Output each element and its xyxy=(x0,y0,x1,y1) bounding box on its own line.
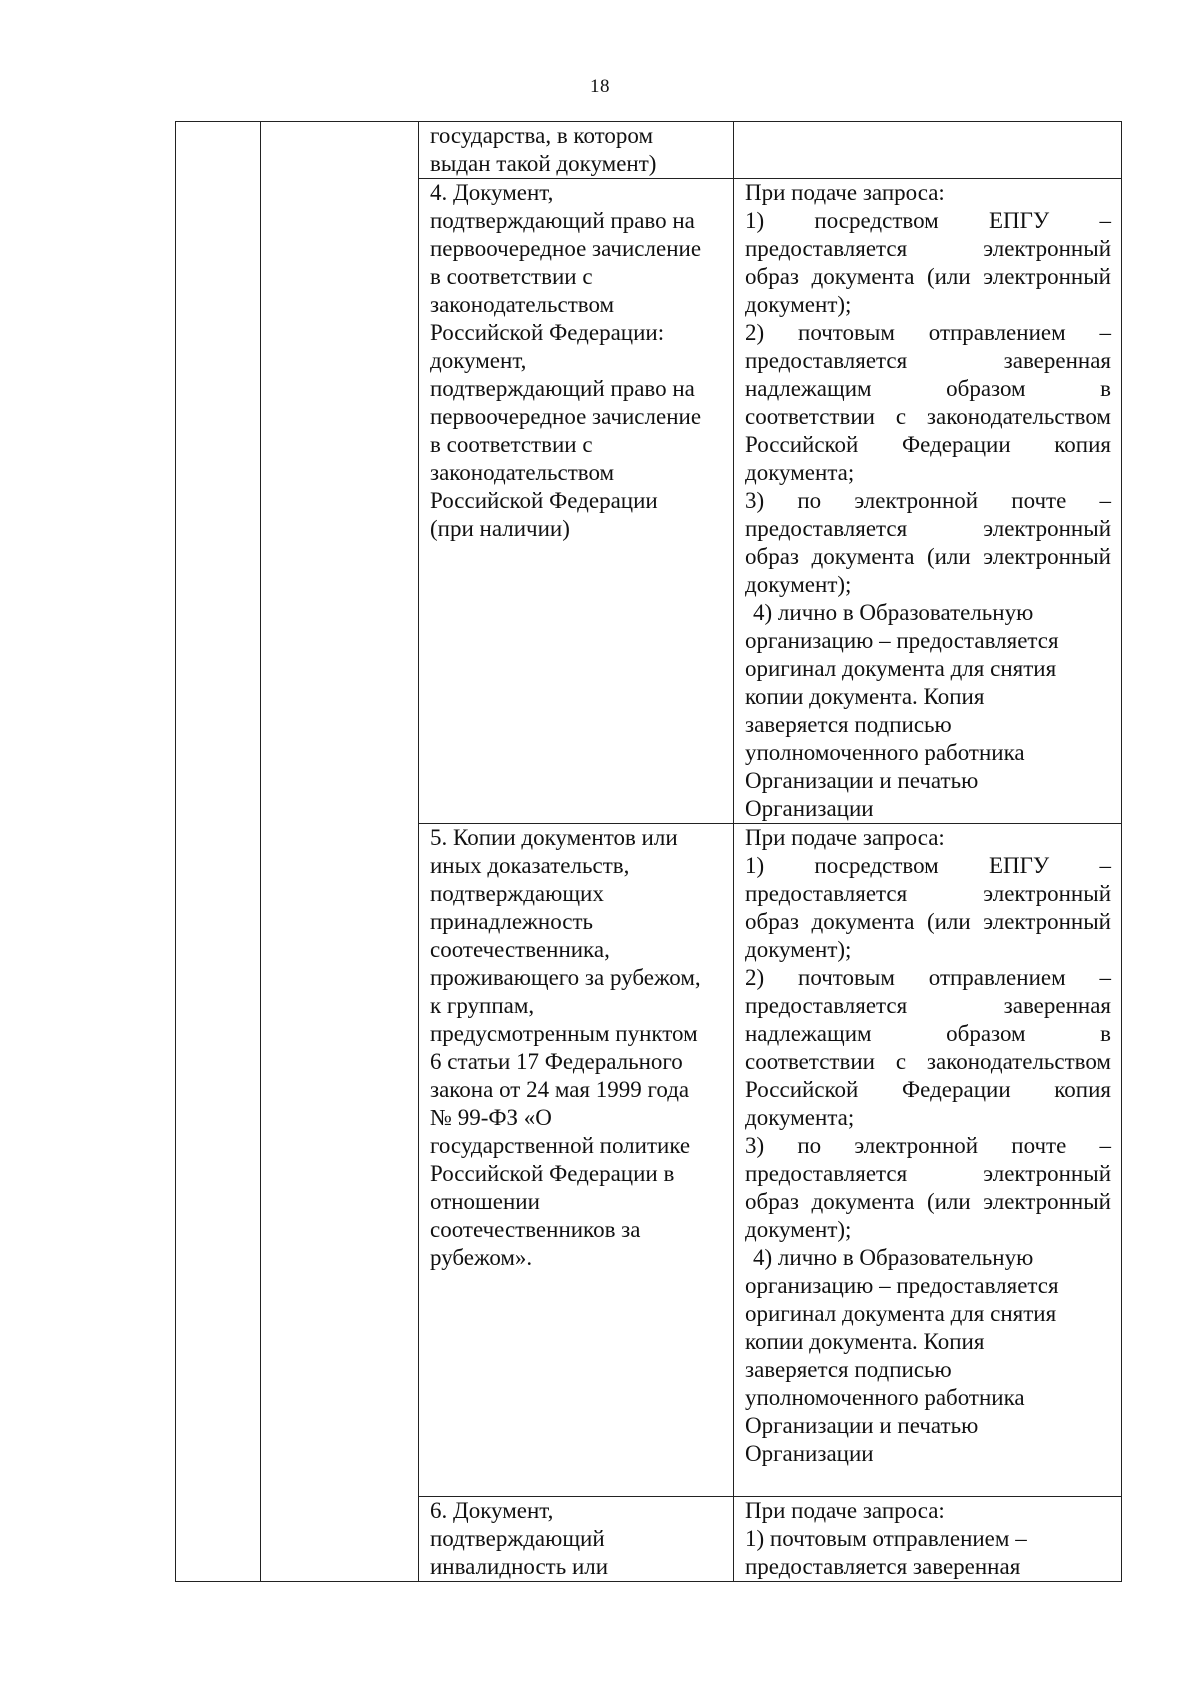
submission-method-line: 1) посредством ЕПГУ – xyxy=(745,208,1111,233)
document-name-line: № 99-ФЗ «О xyxy=(430,1105,552,1130)
submission-method-cell xyxy=(734,179,1122,824)
document-name-line: Российской Федерации в xyxy=(430,1161,675,1186)
document-name-line: подтверждающий право на xyxy=(430,208,695,233)
document-name-line: первоочередное зачисление xyxy=(430,236,702,261)
submission-method-cell xyxy=(734,1497,1122,1582)
document-name-line: проживающего за рубежом, xyxy=(430,965,701,990)
submission-method-line: документ); xyxy=(745,572,852,597)
submission-method-line: надлежащим образом в xyxy=(745,376,1111,401)
document-name-line: выдан такой документ) xyxy=(430,151,657,176)
document-name-line: предусмотренным пунктом xyxy=(430,1021,698,1046)
submission-method-line: При подаче запроса: xyxy=(745,180,945,205)
document-name-line: (при наличии) xyxy=(430,516,570,541)
cell-spacer xyxy=(745,1468,1111,1496)
document-name-line: государственной политике xyxy=(430,1133,691,1158)
document-name-cell xyxy=(419,179,734,824)
document-name-line: подтверждающий xyxy=(430,1526,605,1551)
document-name-line: инвалидность или xyxy=(430,1554,609,1579)
document-name-line: первоочередное зачисление xyxy=(430,404,702,429)
document-name-line: отношении xyxy=(430,1189,540,1214)
document-name-line: соотечественника, xyxy=(430,937,610,962)
submission-method-line: Организации xyxy=(745,1441,874,1466)
document-name-line: подтверждающий право на xyxy=(430,376,695,401)
document-name-cell xyxy=(419,824,734,1497)
submission-method-cell xyxy=(734,824,1122,1497)
submission-method-line: 4) лично в Образовательную xyxy=(753,1245,1034,1270)
submission-method-line: образ документа (или электронный xyxy=(745,544,1111,569)
submission-method-line: 2) почтовым отправлением – xyxy=(745,320,1111,345)
submission-method-line: заверяется подписью xyxy=(745,712,952,737)
submission-method-line: уполномоченного работника xyxy=(745,740,1025,765)
submission-method-line: образ документа (или электронный xyxy=(745,909,1111,934)
submission-method-line: Организации xyxy=(745,796,874,821)
submission-method-line: предоставляется электронный xyxy=(745,516,1111,541)
second-column-cell xyxy=(261,122,419,1582)
submission-method-line: образ документа (или электронный xyxy=(745,264,1111,289)
document-name-line: законодательством xyxy=(430,460,615,485)
submission-method-line: 1) посредством ЕПГУ – xyxy=(745,853,1111,878)
submission-method-line: Организации и печатью xyxy=(745,768,979,793)
document-name-line: к группам, xyxy=(430,993,535,1018)
submission-method-line: уполномоченного работника xyxy=(745,1385,1025,1410)
document-name-line: принадлежность xyxy=(430,909,594,934)
submission-method-line: При подаче запроса: xyxy=(745,825,945,850)
document-name-line: 5. Копии документов или xyxy=(430,825,678,850)
submission-method-line: 4) лично в Образовательную xyxy=(753,600,1034,625)
document-name-line: Российской Федерации: xyxy=(430,320,665,345)
submission-method-line: образ документа (или электронный xyxy=(745,1189,1111,1214)
first-column-cell xyxy=(176,122,261,1582)
submission-method-line: 2) почтовым отправлением – xyxy=(745,965,1111,990)
document-name-cell xyxy=(419,122,734,179)
submission-method-line: предоставляется заверенная xyxy=(745,993,1111,1018)
document-name-line: рубежом». xyxy=(430,1245,533,1270)
document-name-line: государства, в котором xyxy=(430,123,654,148)
submission-method-line: организацию – предоставляется xyxy=(745,628,1059,653)
submission-method-line: соответствии с законодательством xyxy=(745,1049,1111,1074)
document-name-line: иных доказательств, xyxy=(430,853,630,878)
submission-method-line: организацию – предоставляется xyxy=(745,1273,1059,1298)
document-name-line: 6 статьи 17 Федерального xyxy=(430,1049,683,1074)
document-name-line: в соответствии с xyxy=(430,432,593,457)
table-row xyxy=(176,122,1122,179)
submission-method-line: предоставляется заверенная xyxy=(745,1554,1021,1579)
submission-method-line: документа; xyxy=(745,1105,855,1130)
submission-method-line: Российской Федерации копия xyxy=(745,1077,1111,1102)
submission-method-line: надлежащим образом в xyxy=(745,1021,1111,1046)
submission-method-line: документа; xyxy=(745,460,855,485)
submission-method-line: 3) по электронной почте – xyxy=(745,1133,1111,1158)
document-name-line: соотечественников за xyxy=(430,1217,641,1242)
document-name-line: 4. Документ, xyxy=(430,180,554,205)
document-name-line: закона от 24 мая 1999 года xyxy=(430,1077,690,1102)
document-name-line: документ, xyxy=(430,348,527,373)
submission-method-line: Организации и печатью xyxy=(745,1413,979,1438)
submission-method-line: оригинал документа для снятия xyxy=(745,1301,1057,1326)
submission-method-line: копии документа. Копия xyxy=(745,684,985,709)
submission-method-line: соответствии с законодательством xyxy=(745,404,1111,429)
submission-method-cell xyxy=(734,122,1122,179)
submission-method-line: оригинал документа для снятия xyxy=(745,656,1057,681)
document-name-line: законодательством xyxy=(430,292,615,317)
document-name-cell xyxy=(419,1497,734,1582)
submission-method-line: 1) почтовым отправлением – xyxy=(745,1526,1027,1551)
submission-method-line: 3) по электронной почте – xyxy=(745,488,1111,513)
submission-method-line: Российской Федерации копия xyxy=(745,432,1111,457)
submission-method-line: При подаче запроса: xyxy=(745,1498,945,1523)
documents-table xyxy=(175,121,1122,1582)
document-name-line: подтверждающих xyxy=(430,881,604,906)
document-name-line: 6. Документ, xyxy=(430,1498,554,1523)
submission-method-line: документ); xyxy=(745,937,852,962)
document-name-line: Российской Федерации xyxy=(430,488,658,513)
submission-method-line: документ); xyxy=(745,292,852,317)
submission-method-line: предоставляется электронный xyxy=(745,236,1111,261)
submission-method-line: копии документа. Копия xyxy=(745,1329,985,1354)
submission-method-line: предоставляется электронный xyxy=(745,1161,1111,1186)
page-number: 18 xyxy=(590,76,610,97)
submission-method-line: предоставляется заверенная xyxy=(745,348,1111,373)
submission-method-line: документ); xyxy=(745,1217,852,1242)
submission-method-line: предоставляется электронный xyxy=(745,881,1111,906)
document-name-line: в соответствии с xyxy=(430,264,593,289)
submission-method-line: заверяется подписью xyxy=(745,1357,952,1382)
